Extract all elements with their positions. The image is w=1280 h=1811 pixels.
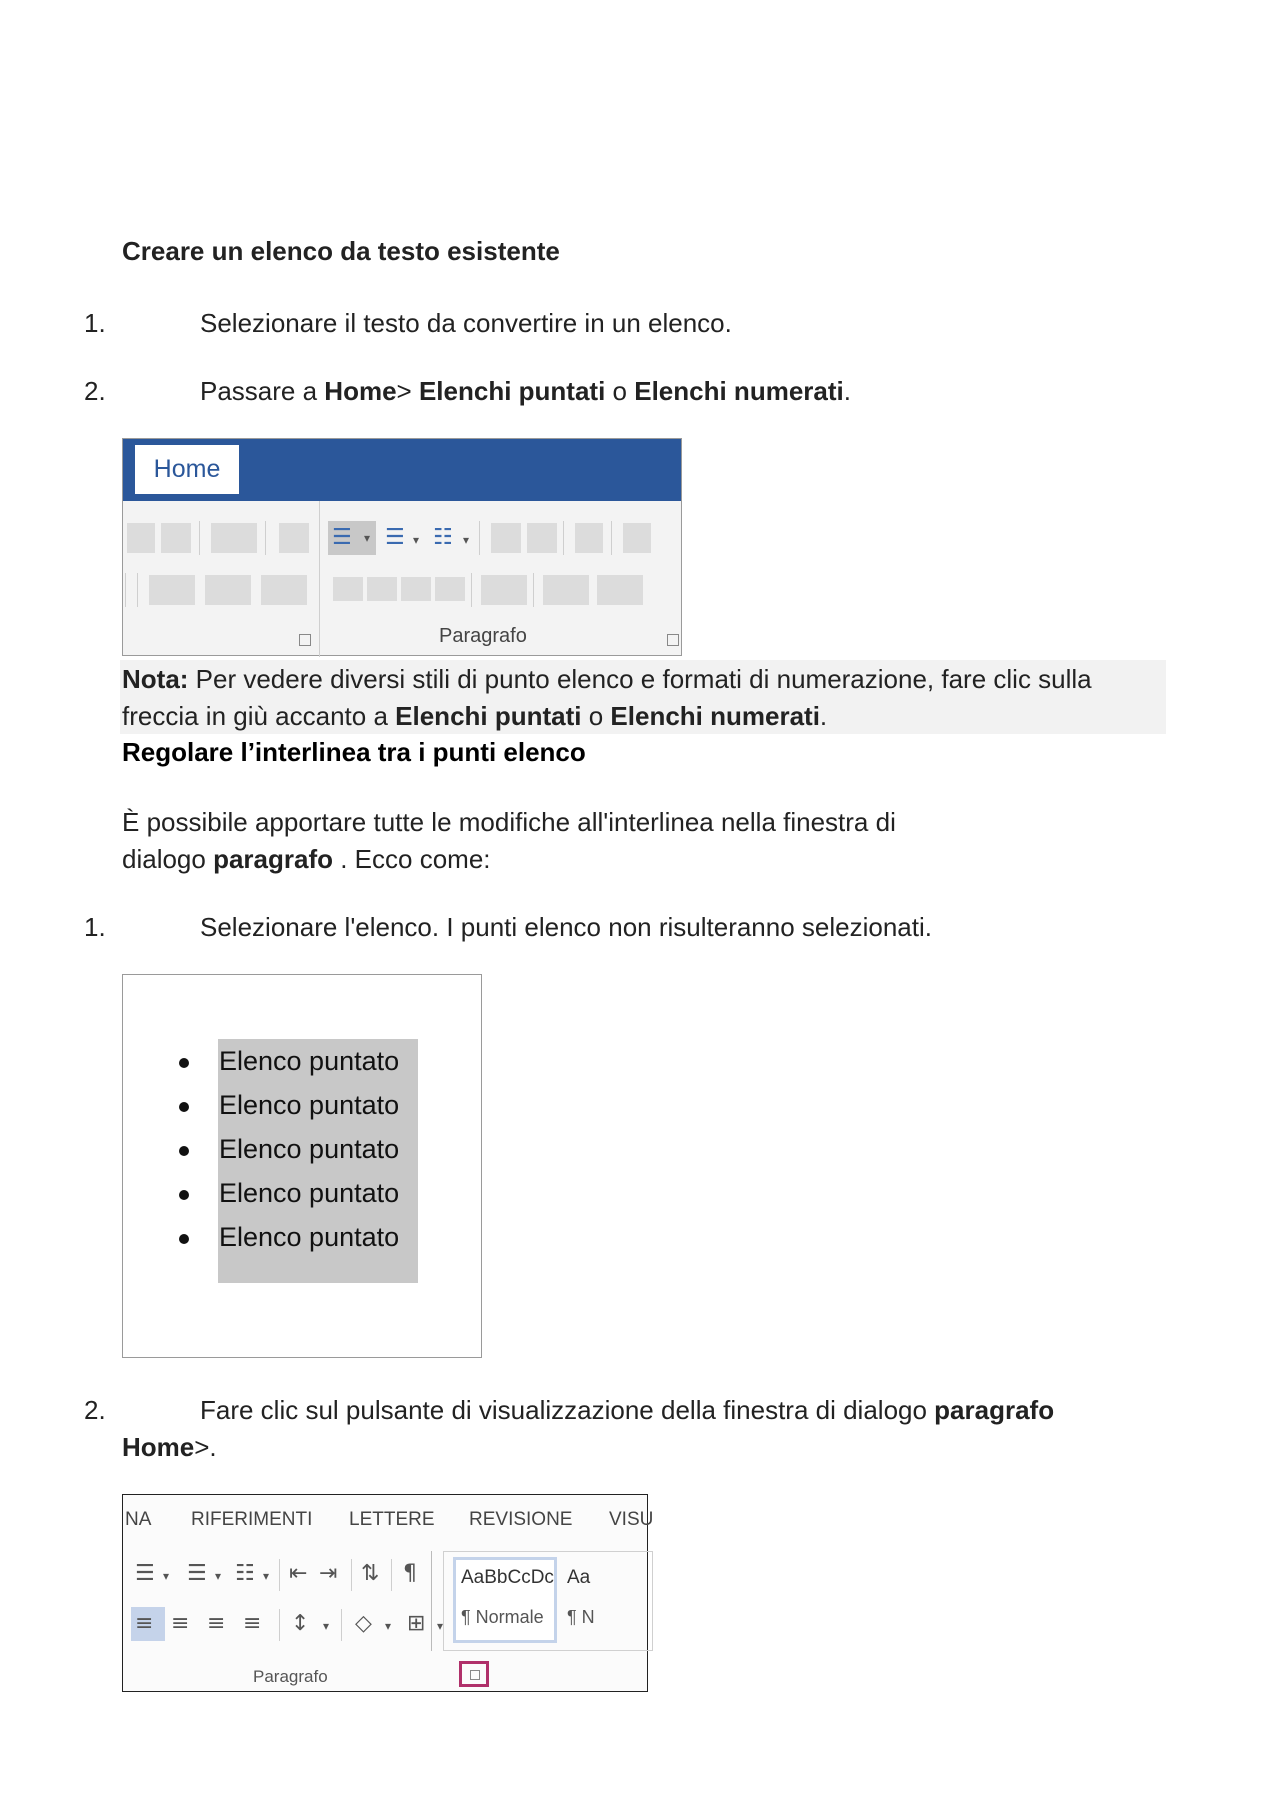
style-sample-text-2: Aa: [567, 1567, 591, 1588]
bullet-list-icon: ☰: [332, 525, 352, 550]
dialog-launcher-icon: [299, 634, 311, 646]
note-line-1: Nota: Per vedere diversi stili di punto elenco e formati di numerazione, fare clic sulla: [122, 664, 1092, 694]
section-heading: Regolare l’interlinea tra i punti elenco: [122, 737, 586, 767]
chevron-down-icon: ▾: [364, 531, 371, 545]
bullet-icon: [179, 1190, 189, 1200]
list-number: 1.: [84, 912, 106, 942]
pilcrow-icon: ¶: [403, 1561, 417, 1586]
tab-na: NA: [125, 1509, 152, 1530]
bullet-icon: [179, 1146, 189, 1156]
bullet-list-icon: ☰: [135, 1561, 155, 1586]
step-text: Selezionare il testo da convertire in un elenco.: [200, 308, 732, 338]
dialog-launcher-icon: [470, 1670, 480, 1680]
numbered-list-icon: ☰: [187, 1561, 207, 1586]
style-name-2: ¶ N: [567, 1607, 595, 1627]
chevron-down-icon: ▾: [437, 1619, 444, 1633]
list-number: 2.: [84, 1395, 106, 1425]
list-number: 2.: [84, 376, 106, 406]
step-text-continued: Home>.: [122, 1432, 217, 1462]
tab-home: Home: [135, 445, 239, 494]
chevron-down-icon: ▾: [163, 1569, 170, 1583]
group-label: Paragrafo: [439, 625, 527, 647]
note-line-2: freccia in giù accanto a Elenchi puntati o Elenchi numerati.: [122, 701, 828, 731]
list-number: 1.: [84, 308, 106, 338]
style-name: ¶ Normale: [461, 1607, 544, 1627]
section-heading: Creare un elenco da testo esistente: [122, 236, 560, 266]
bullet-icon: [179, 1234, 189, 1244]
step-text: Selezionare l'elenco. I punti elenco non risulteranno selezionati.: [200, 912, 932, 942]
intro-line-1: È possibile apportare tutte le modifiche all'interlinea nella finestra di: [122, 807, 896, 837]
chevron-down-icon: ▾: [463, 533, 470, 547]
shading-icon: ◇: [355, 1611, 372, 1636]
chevron-down-icon: ▾: [215, 1569, 222, 1583]
tab-lettere: LETTERE: [349, 1509, 435, 1530]
bullets-button: [328, 521, 376, 555]
align-right-icon: ≡: [207, 1611, 226, 1636]
chevron-down-icon: ▾: [413, 533, 420, 547]
tab-visu: VISU: [609, 1509, 654, 1530]
style-sample-text: AaBbCcDc: [461, 1567, 554, 1588]
tab-riferimenti: RIFERIMENTI: [191, 1509, 313, 1530]
align-left-icon: ≡: [135, 1611, 154, 1636]
decrease-indent-icon: ⇤: [289, 1561, 308, 1586]
align-center-icon: ≡: [171, 1611, 190, 1636]
ribbon-screenshot-paragraph: [122, 1494, 654, 1692]
multilevel-list-icon: ☷: [433, 525, 453, 550]
dialog-launcher-icon: [667, 634, 679, 646]
list-item: Elenco puntato: [179, 1171, 399, 1215]
step-text: Passare a Home> Elenchi puntati o Elenchi numerati.: [200, 376, 851, 406]
ribbon-screenshot-home: [122, 438, 682, 656]
list-item: Elenco puntato: [179, 1215, 399, 1259]
group-label: Paragrafo: [253, 1667, 328, 1686]
bullet-list-screenshot: [122, 974, 482, 1358]
paragraph-dialog-launcher-highlight: [459, 1661, 489, 1687]
chevron-down-icon: ▾: [385, 1619, 392, 1633]
list-item: Elenco puntato: [179, 1083, 399, 1127]
numbered-list-icon: ☰: [385, 525, 405, 550]
intro-line-2: dialogo paragrafo . Ecco come:: [122, 844, 491, 874]
list-item: Elenco puntato: [179, 1039, 399, 1083]
borders-icon: ⊞: [407, 1611, 426, 1636]
tab-revisione: REVISIONE: [469, 1509, 573, 1530]
bullet-icon: [179, 1102, 189, 1112]
justify-icon: ≡: [243, 1611, 262, 1636]
list-item: Elenco puntato: [179, 1127, 399, 1171]
chevron-down-icon: ▾: [263, 1569, 270, 1583]
increase-indent-icon: ⇥: [319, 1561, 338, 1586]
line-spacing-icon: ↕: [291, 1611, 310, 1636]
sort-icon: ⇅: [361, 1561, 380, 1586]
step-text: Fare clic sul pulsante di visualizzazione della finestra di dialogo paragrafo: [200, 1395, 1055, 1425]
multilevel-list-icon: ☷: [235, 1561, 255, 1586]
chevron-down-icon: ▾: [323, 1619, 330, 1633]
bullet-icon: [179, 1058, 189, 1068]
